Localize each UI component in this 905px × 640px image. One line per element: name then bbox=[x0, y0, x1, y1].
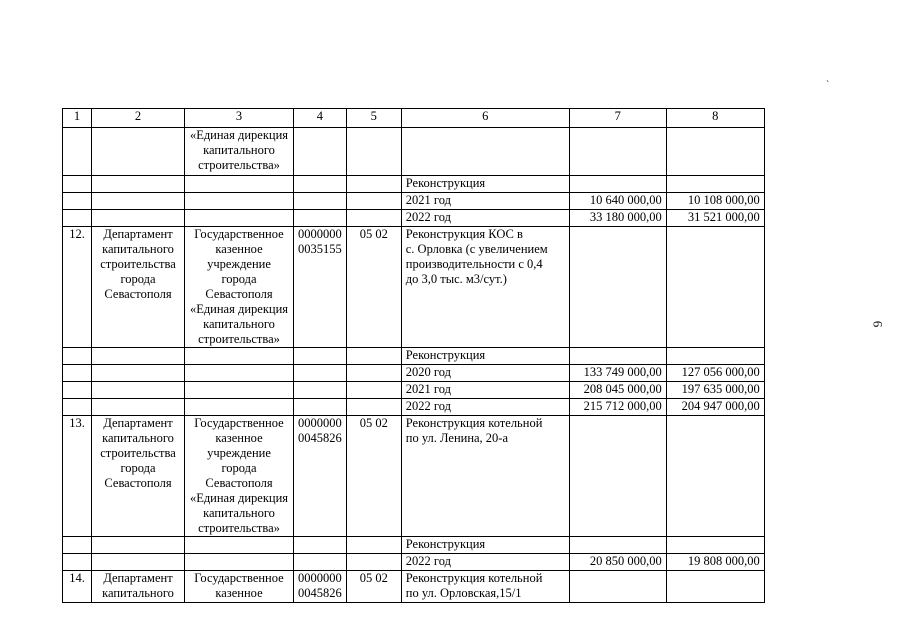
amount-cell: 197 635 000,00 bbox=[666, 382, 764, 399]
department-cell: Департамент капитального строительства города Севастополя bbox=[92, 227, 185, 348]
page-number: 6 bbox=[870, 320, 886, 328]
org-cell: Государственное казенное учреждение города Севастополя «Единая дирекция капитального строительства» bbox=[185, 227, 294, 348]
table-row bbox=[63, 176, 765, 193]
item-number: 14. bbox=[63, 571, 92, 603]
item-number: 13. bbox=[63, 416, 92, 537]
year-cell: 2022 год bbox=[401, 210, 569, 227]
amount-cell: 10 640 000,00 bbox=[569, 193, 666, 210]
header-cell: 4 bbox=[294, 109, 347, 128]
amount-cell: 20 850 000,00 bbox=[569, 554, 666, 571]
table-row bbox=[63, 554, 765, 571]
budget-table bbox=[62, 108, 765, 603]
amount-cell: 133 749 000,00 bbox=[569, 365, 666, 382]
code-cell: 0000000 0035155 bbox=[294, 227, 347, 348]
header-cell: 2 bbox=[92, 109, 185, 128]
section-cell: 05 02 bbox=[346, 571, 401, 603]
year-cell: 2021 год bbox=[401, 382, 569, 399]
table-header-row bbox=[63, 109, 765, 128]
section-cell: 05 02 bbox=[346, 227, 401, 348]
scan-mark: ` bbox=[826, 80, 830, 91]
work-type-cell: Реконструкция bbox=[401, 348, 569, 365]
table-row bbox=[63, 416, 765, 537]
table-row bbox=[63, 382, 765, 399]
header-cell: 6 bbox=[401, 109, 569, 128]
table-row bbox=[63, 365, 765, 382]
org-cell: «Единая дирекция капитального строительства» bbox=[185, 128, 294, 176]
amount-cell: 215 712 000,00 bbox=[569, 399, 666, 416]
code-cell: 0000000 0045826 bbox=[294, 416, 347, 537]
table-row bbox=[63, 537, 765, 554]
header-cell: 8 bbox=[666, 109, 764, 128]
header-cell: 7 bbox=[569, 109, 666, 128]
year-cell: 2022 год bbox=[401, 554, 569, 571]
org-cell: Государственное казенное учреждение города Севастополя «Единая дирекция капитального строительства» bbox=[185, 416, 294, 537]
year-cell: 2022 год bbox=[401, 399, 569, 416]
org-cell: Государственное казенное bbox=[185, 571, 294, 603]
table-row bbox=[63, 571, 765, 603]
section-cell: 05 02 bbox=[346, 416, 401, 537]
amount-cell: 31 521 000,00 bbox=[666, 210, 764, 227]
amount-cell: 127 056 000,00 bbox=[666, 365, 764, 382]
work-type-cell: Реконструкция bbox=[401, 176, 569, 193]
year-cell: 2021 год bbox=[401, 193, 569, 210]
table-row bbox=[63, 399, 765, 416]
amount-cell: 208 045 000,00 bbox=[569, 382, 666, 399]
object-cell: Реконструкция КОС в с. Орловка (с увеличением производительности с 0,4 до 3,0 тыс. м3/сут.) bbox=[401, 227, 569, 348]
header-cell: 5 bbox=[346, 109, 401, 128]
department-cell: Департамент капитального строительства города Севастополя bbox=[92, 416, 185, 537]
amount-cell: 33 180 000,00 bbox=[569, 210, 666, 227]
table-row bbox=[63, 128, 765, 176]
amount-cell: 19 808 000,00 bbox=[666, 554, 764, 571]
department-cell: Департамент капитального bbox=[92, 571, 185, 603]
table-row bbox=[63, 227, 765, 348]
header-cell: 3 bbox=[185, 109, 294, 128]
amount-cell: 204 947 000,00 bbox=[666, 399, 764, 416]
year-cell: 2020 год bbox=[401, 365, 569, 382]
work-type-cell: Реконструкция bbox=[401, 537, 569, 554]
amount-cell: 10 108 000,00 bbox=[666, 193, 764, 210]
object-cell: Реконструкция котельной по ул. Ленина, 20-а bbox=[401, 416, 569, 537]
item-number: 12. bbox=[63, 227, 92, 348]
table-row bbox=[63, 348, 765, 365]
table-row bbox=[63, 210, 765, 227]
header-cell: 1 bbox=[63, 109, 92, 128]
code-cell: 0000000 0045826 bbox=[294, 571, 347, 603]
object-cell: Реконструкция котельной по ул. Орловская,15/1 bbox=[401, 571, 569, 603]
table-row bbox=[63, 193, 765, 210]
